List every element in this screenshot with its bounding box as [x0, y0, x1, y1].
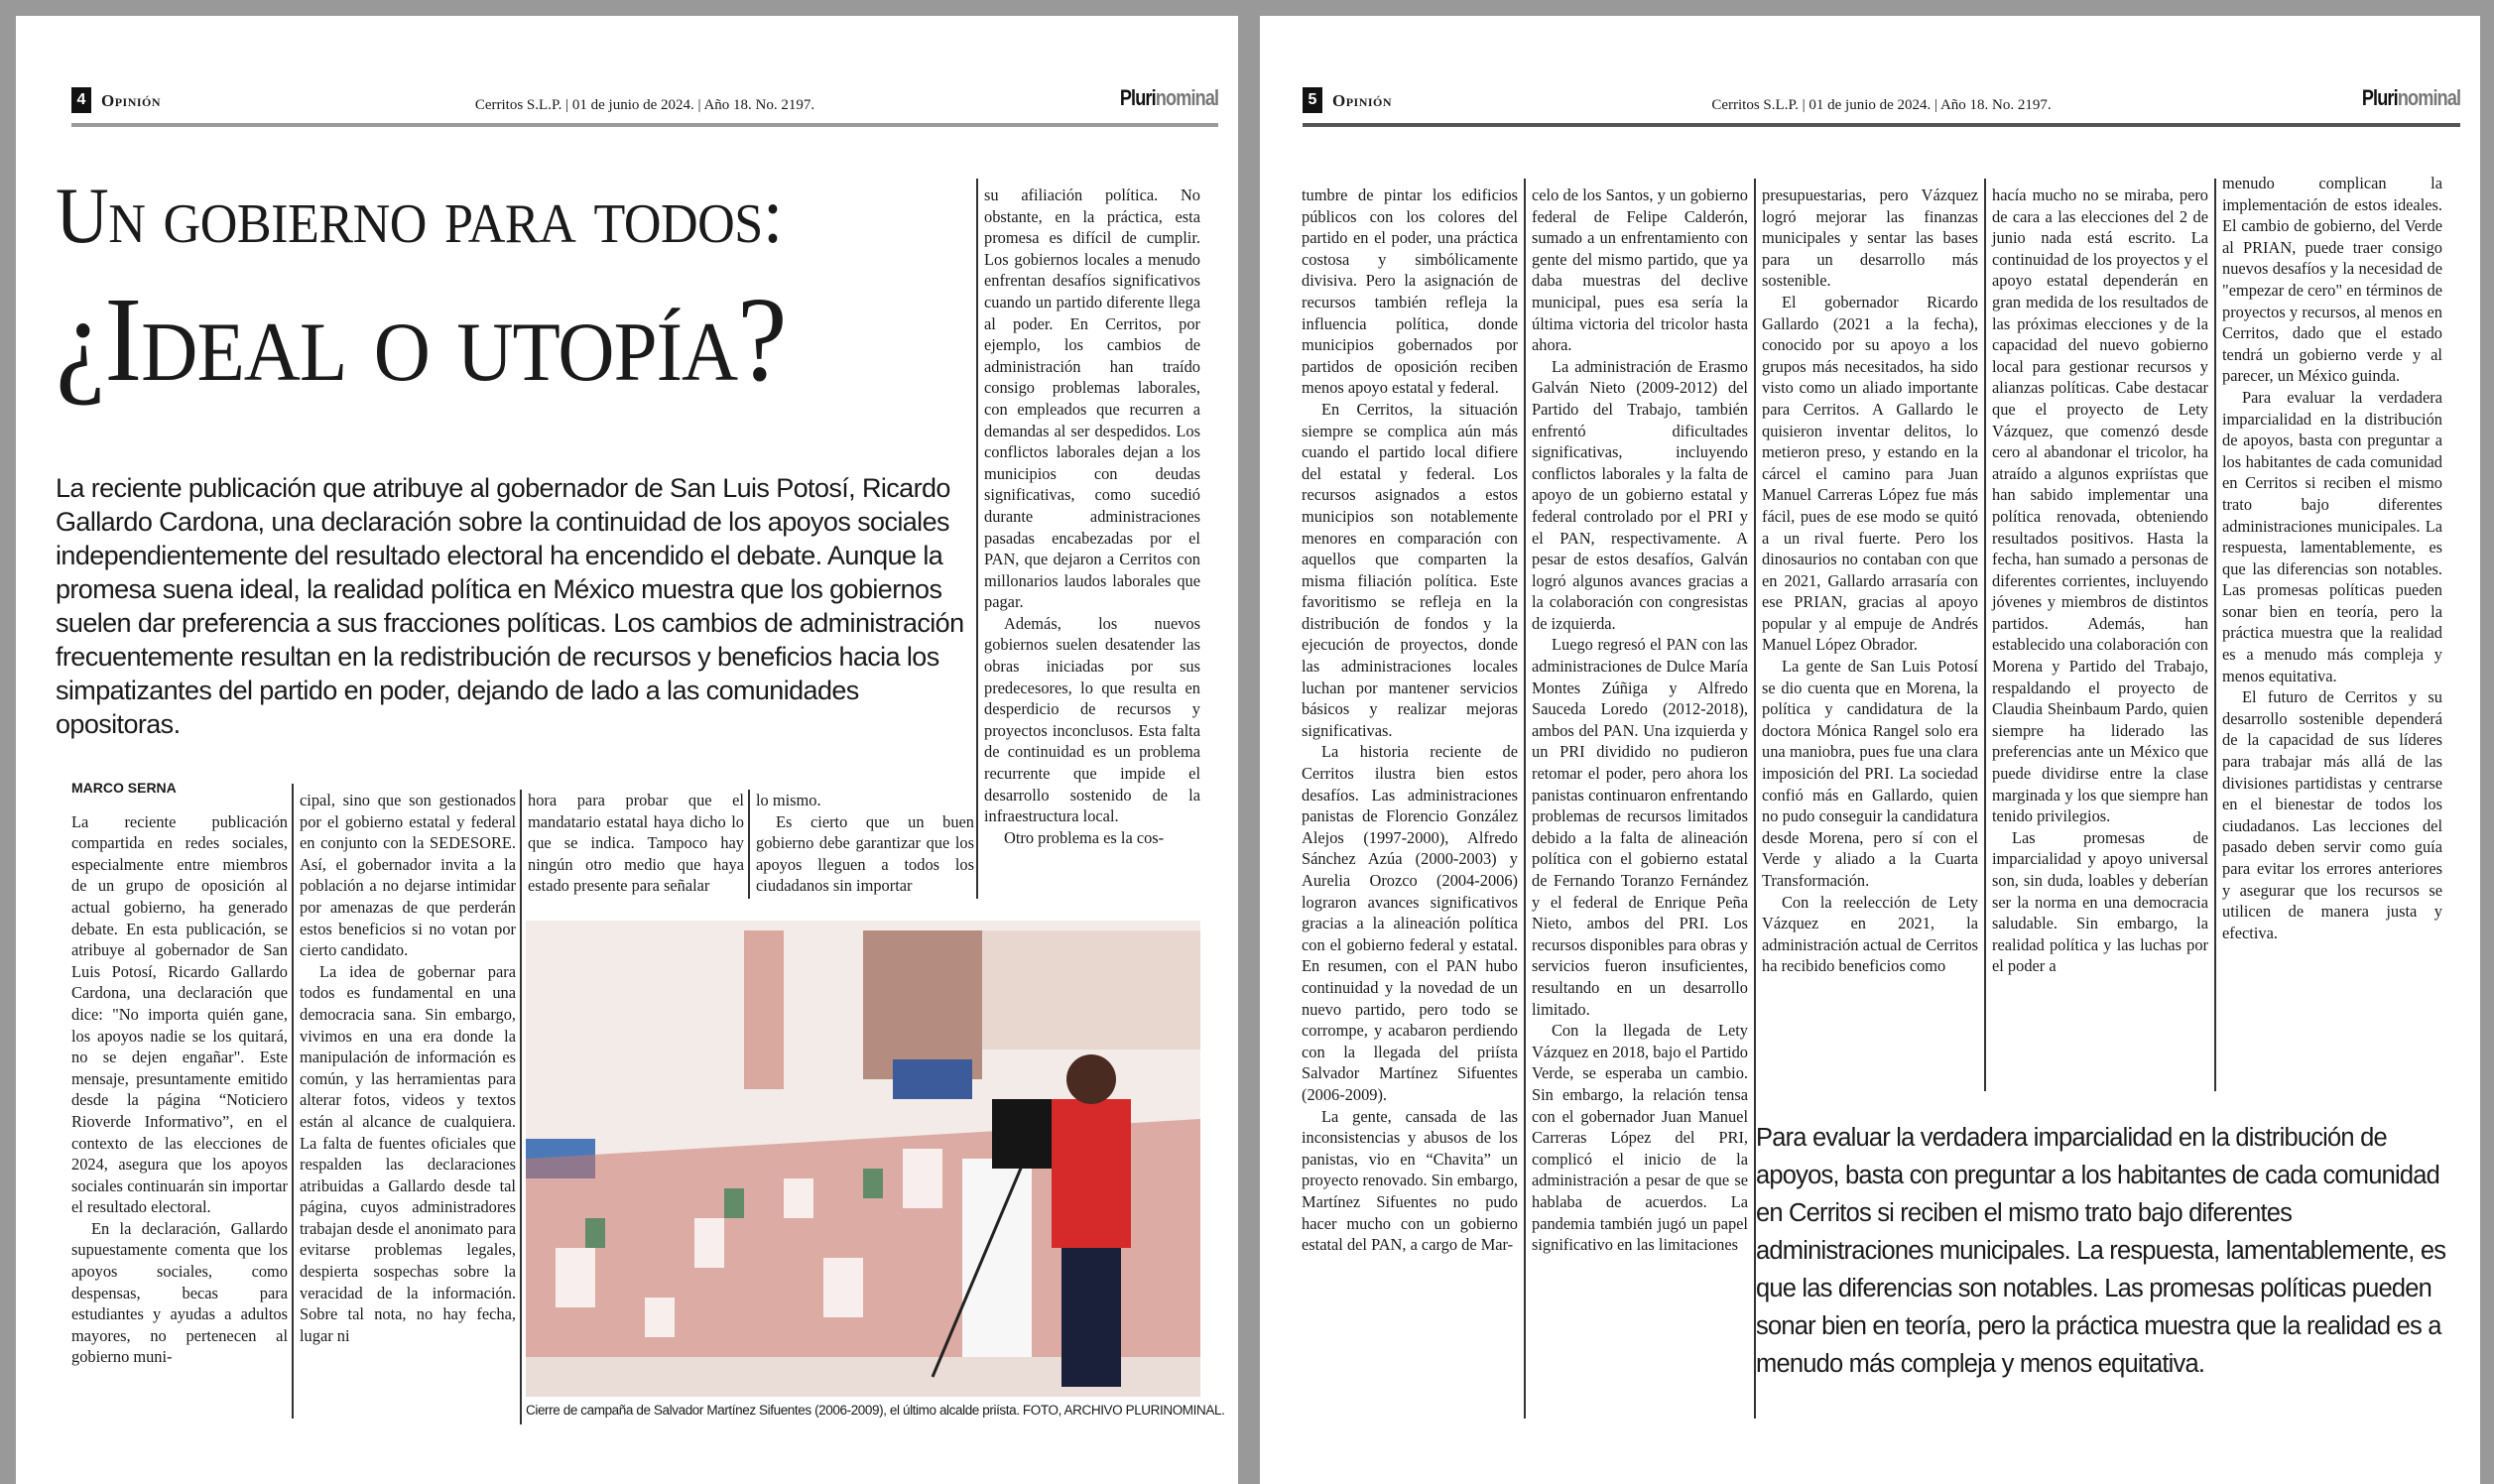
article-lede: La reciente publicación que atribuye al gobernador de San Luis Potosí, Ricardo Gallardo Cardona, una declaración sobre la continuidad de los apoyos sociales independientemente del resultado electoral ha encendido el debate. Aunque la promesa suena ideal, la realidad política en México muestra que los gobiernos suelen dar preferencia a sus fracciones políticas. Los cambios de administración frecuentemente resultan en la redistribución de recursos y beneficios hacia los simpatizantes del partido en poder, dejando de lado a las comunidades opositoras. — [56, 473, 964, 739]
article-column-7 — [1532, 185, 1748, 1256]
pull-quote: Para evaluar la verdadera imparcialidad en la distribución de apoyos, basta con preguntar a los habitantes de cada comunidad en Cerritos si reciben el mismo trato bajo diferentes administraciones municipales. La respuesta, lamentablemente, es que las diferencias son notables. Las promesas políticas pueden sonar bien en teoría, pero la práctica muestra que la realidad es a menudo más compleja y menos equitativa. — [1756, 1124, 2446, 1378]
paragraph: su afiliación política. No obstante, en la práctica, esta promesa es difícil de cumplir. Los gobiernos locales a menudo enfrentan desafíos significativos cuando un partido diferente llega al poder. En Cerritos, por ejemplo, los cambios de administración han traído consigo problemas laborales, con empleados que recurren a demandas al ser despedidos. Los conflictos laborales dejan a los municipios con deudas significativas, como sucedió durante administraciones pasadas encabezadas por el PAN, que dejaron a Cerritos con millonarios laudos laborales que pagar. — [984, 186, 1200, 612]
paragraph: Además, los nuevos gobiernos suelen desatender las obras iniciadas por sus predecesores, lo que resulta en desperdicio de recursos y proyectos inconclusos. Esta falta de continuidad es un problema recurrente que impide el desarrollo sostenido de la infraestructura local. — [984, 613, 1200, 826]
article-column-8 — [1762, 185, 1978, 977]
paragraph: hora para probar que el mandatario estatal haya dicho lo que se indica. Tampoco hay ningún otro medio que haya estado presente para señalar — [528, 791, 744, 896]
paragraph: Con la reelección de Lety Vázquez en 2021, la administración actual de Cerritos ha recibido beneficios como — [1762, 892, 1978, 976]
paragraph: Luego regresó el PAN con las administraciones de Dulce María Montes Zúñiga y Alfredo Sauceda Loredo (2012-2018), ambos del PAN. Una izquierda y un PRI dividido no pudieron retomar el poder, pero ahora los panistas continuaron enfrentando problemas de recursos limitados debido a la falta de alineación política con el gobierno estatal de Fernando Toranzo Fernández y el federal de Enrique Peña Nieto, ambos del PRI. Los recursos disponibles para obras y servicios fueron insuficientes, resultando en un desarrollo limitado. — [1532, 635, 1748, 1019]
paragraph: presupuestarias, pero Vázquez logró mejorar las finanzas municipales y sentar las bases para un desarrollo más sostenible. — [1762, 186, 1978, 291]
article-column-4 — [756, 790, 974, 897]
page-header — [1303, 71, 2460, 127]
page-header — [71, 71, 1218, 127]
byline: MARCO SERNA — [71, 780, 177, 796]
article-column-10 — [2222, 173, 2442, 943]
paragraph: La gente de San Luis Potosí se dio cuenta que en Morena, la política y candidatura de la doctora Mónica Rangel solo era una maniobra, pues fue una clara imposición del PRI. La sociedad confió más en Gallardo, quien no pudo conseguir la candidatura desde Morena, pero sí con el Verde y aliado a la Cuarta Transformación. — [1762, 657, 1978, 890]
column-divider — [976, 179, 978, 899]
paragraph: Es cierto que un buen gobierno debe garantizar que los apoyos lleguen a todos los ciudadanos sin importar — [756, 811, 974, 896]
section-label: Opinión — [1332, 91, 1393, 110]
paragraph: En Cerritos, la situación siempre se complica aún más cuando el partido local difiere del estatal y federal. Los recursos asignados a estos municipios son notablemente menores en comparación con aquellos que comparten la misma filiación política. Este favoritismo se refleja en la distribución de fondos y la ejecución de proyectos, donde las administraciones locales luchan por mantener servicios básicos y realizar mejoras significativas. — [1302, 399, 1518, 740]
column-divider — [292, 784, 294, 1419]
headline-line-1: Un gobierno para todos: — [56, 173, 783, 260]
paragraph: La historia reciente de Cerritos ilustra bien estos desafíos. Las administraciones panistas de Florencio González Alejos (1997-2000), Alfredo Sánchez Azúa (2000-2003) y Aurelia Orozco (2004-2006) lograron avances significativos gracias a la alineación política con el gobierno federal y estatal. En resumen, con el PAN hubo continuidad y la novedad de un nuevo partido, pero todo se corrompe, y acabaron perdiendo con la llegada del priísta Salvador Martínez Sifuentes (2006-2009). — [1302, 742, 1518, 1104]
brand-logo: Plurinominal — [1119, 85, 1218, 110]
article-column-9 — [1992, 185, 2208, 977]
column-divider — [2214, 179, 2216, 1091]
paragraph: menudo complican la implementación de estos ideales. El cambio de gobierno, del Verde al PRIAN, puede traer consigo nuevos desafíos y la necesidad de "empezar de cero" en términos de proyectos y recursos, al menos en Cerritos, dado que el estado tendrá un gobierno verde y al parecer, un México guinda. — [2222, 174, 2442, 386]
column-divider — [1984, 179, 1986, 1091]
article-column-3 — [528, 790, 744, 897]
paragraph: Las promesas de imparcialidad y apoyo universal son, sin duda, loables y deberían ser la norma en una democracia saludable. Sin embargo, la realidad política y las luchas por el poder a — [1992, 827, 2208, 976]
paragraph: lo mismo. — [756, 791, 821, 809]
paragraph: La reciente publicación compartida en redes sociales, especialmente entre miembros de un grupo de oposición al actual gobierno, ha generado debate. En esta publicación, se atribuye al gobernador de San Luis Potosí, Ricardo Gallardo Cardona, una declaración que dice: "No importa quién gane, los apoyos nadie se los quitará, no se dejen engañar". Este mensaje, presuntamente emitido desde la página “Noticiero Rioverde Informativo”, en el contexto de las elecciones de 2024, asegura que los apoyos sociales continuarán sin importar el resultado electoral. — [71, 811, 288, 1217]
article-headline — [56, 173, 968, 407]
article-column-5 — [984, 185, 1200, 848]
column-divider — [748, 790, 750, 899]
article-column-1 — [71, 778, 288, 1368]
paragraph: El futuro de Cerritos y su desarrollo sostenible dependerá de la capacidad de sus líderes para trabajar más allá de las divisiones partidistas y centrarse en el bienestar de todos los ciudadanos. Las lecciones del pasado deben servir como guía para evitar los errores anteriores y asegurar que los recursos se utilicen de manera justa y efectiva. — [2222, 687, 2442, 942]
article-column-6 — [1302, 185, 1518, 1256]
paragraph: En la declaración, Gallardo supuestamente comenta que los apoyos sociales, como despensas, becas para estudiantes y ayudas a adultos mayores, no pertenecen al gobierno muni- — [71, 1218, 288, 1367]
brand-logo: Plurinominal — [2361, 85, 2460, 110]
section-label: Opinión — [101, 91, 162, 110]
dateline: Cerritos S.L.P. | 01 de junio de 2024. | Año 18. No. 2197. — [1711, 97, 2052, 113]
photo-caption: Cierre de campaña de Salvador Martínez Sifuentes (2006-2009), el último alcalde priísta. FOTO, ARCHIVO PLURINOMINAL. — [526, 1403, 1225, 1418]
paragraph: cipal, sino que son gestionados por el gobierno estatal y federal en conjunto con la SEDESORE. Así, el gobernador invita a la población a no dejarse intimidar por amenazas de que perderán estos beneficios si no votan por cierto candidato. — [300, 791, 516, 960]
paragraph: tumbre de pintar los edificios públicos con los colores del partido en el poder, una práctica costosa y simbólicamente divisiva. Pero la asignación de recursos también refleja la influencia política, donde municipios gobernados por partidos de oposición reciben menos apoyo estatal y federal. — [1302, 186, 1518, 398]
paragraph: hacía mucho no se miraba, pero de cara a las elecciones del 2 de junio nada está escrito. La continuidad de los proyectos y el apoyo estatal dependerán en gran medida de los resultados de las próximas elecciones y de la capacidad del nuevo gobierno local para gestionar recursos y alianzas políticas. Cabe destacar que el proyecto de Lety Vázquez, que comenzó desde cero al abandonar el tricolor, ha atraído a algunos expriístas que han sabido implementar una política renovada, obteniendo resultados positivos. Hasta la fecha, han sumado a personas de diferentes corrientes, incluyendo jóvenes y miembros de distintos partidos. Además, han establecido una colaboración con Morena y Partido del Trabajo, respaldando el proyecto de Claudia Sheinbaum Pardo, quien siempre ha liderado las preferencias ante un México que puede dividirse entre la clase marginada y los que siempre han tenido privilegios. — [1992, 186, 2208, 826]
rally-image-icon — [526, 921, 1200, 1397]
article-column-2 — [300, 790, 516, 1346]
campaign-rally-photo — [526, 921, 1200, 1397]
paragraph: El gobernador Ricardo Gallardo (2021 a la fecha), conocido por su apoyo a los grupos más necesitados, ha sido visto como un aliado importante para Cerritos. A Gallardo le quisieron inventar delitos, lo metieron preso, y estando en la cárcel el camino para Juan Manuel Carreras López fue más fácil, pues de ese modo se quitó a un rival fuerte. Pero los dinosaurios no contaban con que en 2021, Gallardo arrasaría con ese PRIAN, gracias al apoyo popular y al empuje de Andrés Manuel López Obrador. — [1762, 292, 1978, 655]
paragraph: La gente, cansada de las inconsistencias y abusos de los panistas, vio en “Chavita” un proyecto renovado. Sin embargo, Martínez Sifuentes no pudo hacer mucho con un gobierno estatal del PAN, a cargo de Mar- — [1302, 1106, 1518, 1255]
paragraph: celo de los Santos, y un gobierno federal de Felipe Calderón, sumado a un enfrentamiento con gente del mismo partido, que ya daba muestras del declive municipal, pues esa sería la última victoria del tricolor hasta ahora. — [1532, 186, 1748, 355]
paragraph: Otro problema es la cos- — [1004, 827, 1165, 847]
column-divider — [520, 790, 522, 1424]
page-number: 5 — [1303, 87, 1322, 113]
headline-line-2: ¿Ideal o utopía? — [56, 273, 787, 407]
column-divider — [1524, 179, 1526, 1419]
paragraph: La idea de gobernar para todos es fundamental en una democracia sana. Sin embargo, vivimos en una era donde la manipulación de información es común, y las herramientas para alterar fotos, videos y textos están al alcance de cualquiera. La falta de fuentes oficiales que respalden las declaraciones atribuidas a Gallardo desde tal página, cuyos administradores trabajan desde el anonimato para evitarse problemas legales, despierta sospechas sobre la veracidad de la información. Sobre tal nota, no hay fecha, lugar ni — [300, 961, 516, 1345]
paragraph: Para evaluar la verdadera imparcialidad en la distribución de apoyos, basta con preguntar a los habitantes de cada comunidad en Cerritos si reciben el mismo trato bajo diferentes administraciones municipales. La respuesta, lamentablemente, es que las diferencias son notables. Las promesas políticas pueden sonar bien en teoría, pero la práctica muestra que la realidad es a menudo más compleja y menos equitativa. — [2222, 387, 2442, 685]
dateline: Cerritos S.L.P. | 01 de junio de 2024. | Año 18. No. 2197. — [474, 97, 815, 113]
page-number: 4 — [71, 87, 91, 113]
paragraph: La administración de Erasmo Galván Nieto (2009-2012) del Partido del Trabajo, también enfrentó dificultades significativas, incluyendo conflictos laborales y la falta de apoyo de un gobierno estatal y federal controlado por el PRI y el PAN, respectivamente. A pesar de estos desafíos, Galván logró algunos avances gracias a la colaboración con congresistas de izquierda. — [1532, 356, 1748, 633]
paragraph: Con la llegada de Lety Vázquez en 2018, bajo el Partido Verde, se esperaba un cambio. Sin embargo, la relación tensa con el gobernador Juan Manuel Carreras López del PRI, complicó el inicio de la administración a pesar de que se hablaba de acuerdos. La pandemia también jugó un papel significativo en las limitaciones — [1532, 1021, 1748, 1255]
